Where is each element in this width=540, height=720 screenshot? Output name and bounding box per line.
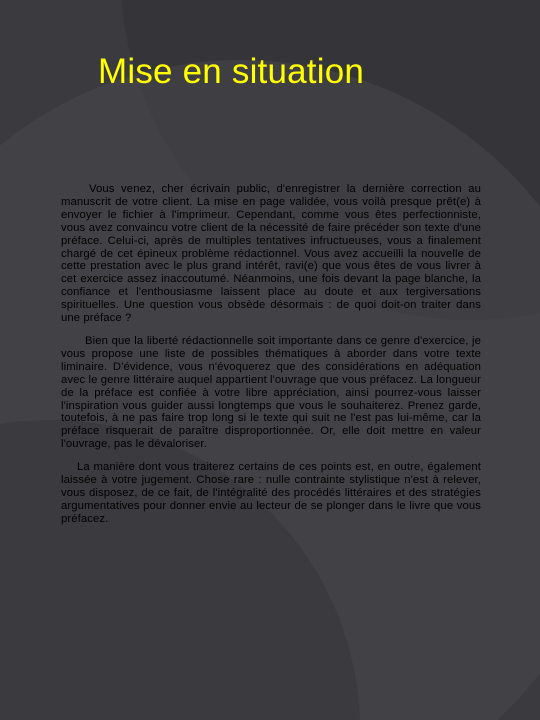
paragraph-3: La manière dont vous traiterez certains de ces points est, en outre, également laissée à votre jugement. Chose rare : nulle contrainte stylistique n'est à relever, vous disposez, de ce fait, de l'intégralité des procédés littéraires et des stratégies argumentatives pour donner envie au lecteur de se plonger dans le livre que vous préfacez. [61,461,481,525]
paragraph-2: Bien que la liberté rédactionnelle soit importante dans ce genre d'exercice, je vous propose une liste de possibles thématiques à aborder dans votre texte liminaire. D'évidence, vous n'évoquerez que des considérations en adéquation avec le genre littéraire auquel appartient l'ouvrage que vous préfacez. La longueur de la préface est confiée à votre libre appréciation, ainsi pourrez-vous laisser l'inspiration vous guider aussi longtemps que vous le souhaiterez. Prenez garde, toutefois, à ne pas faire trop long si le texte qui suit ne l'est pas lui-même, car la préface risquerait de paraître disproportionnée. Or, elle doit mettre en valeur l'ouvrage, pas le dévaloriser. [61,334,481,451]
slide-title: Mise en situation [98,52,365,91]
slide-body [61,183,481,536]
paragraph-1: Vous venez, cher écrivain public, d'enregistrer la dernière correction au manuscrit de votre client. La mise en page validée, vous voilà presque prêt(e) à envoyer le fichier à l'imprimeur. Cependant, comme vous êtes perfectionniste, vous avez convaincu votre client de la nécessité de faire précéder son texte d'une préface. Celui-ci, après de multiples tentatives infructueuses, vous a finalement chargé de cet épineux problème rédactionnel. Vous avez accueilli la nouvelle de cette prestation avec le plus grand intérêt, ravi(e) que vous êtes de vous livrer à cet exercice assez inaccoutumé. Néanmoins, une fois devant la page blanche, la confiance et l'enthousiasme laissent place au doute et aux tergiversations spirituelles. Une question vous obsède désormais : de quoi doit-on traiter dans une préface ? [61,183,481,325]
